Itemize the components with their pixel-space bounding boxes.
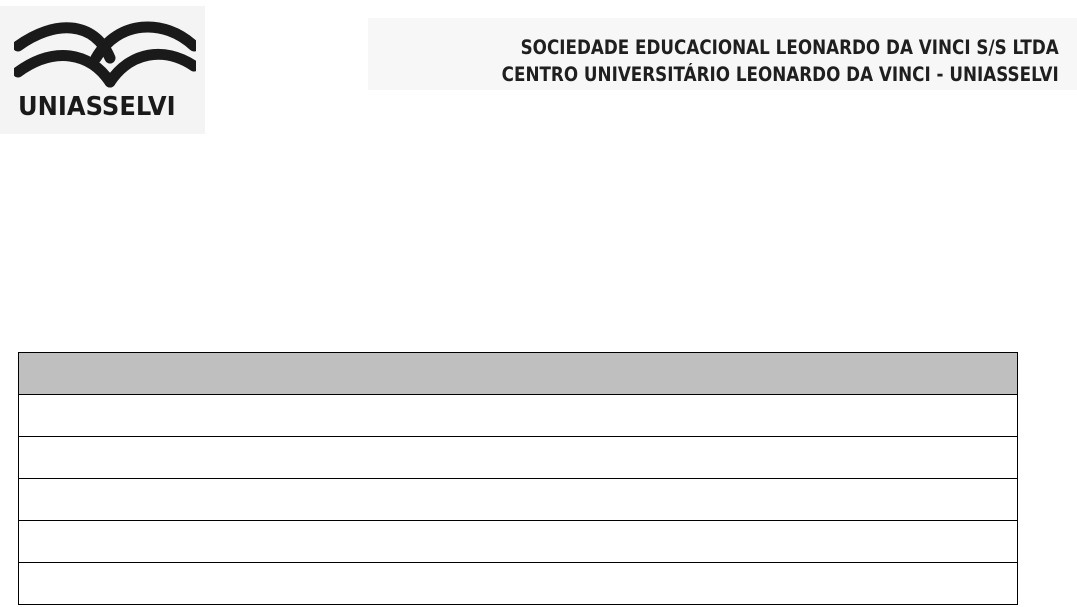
table-row xyxy=(19,521,1018,563)
table-row xyxy=(19,437,1018,479)
table-header-row xyxy=(19,353,1018,395)
uniasselvi-logo xyxy=(0,6,205,134)
logo-wordmark: UNIASSELVI xyxy=(18,92,176,122)
table-cell xyxy=(19,395,1018,437)
table-header-cell xyxy=(19,353,1018,395)
institution-header xyxy=(368,18,1077,90)
institution-subtitle-line: CENTRO UNIVERSITÁRIO LEONARDO DA VINCI - UNIASSELVI xyxy=(501,63,1059,86)
table-cell xyxy=(19,479,1018,521)
table-row xyxy=(19,563,1018,605)
book-wings-logo-icon xyxy=(14,16,196,98)
institution-name-line: SOCIEDADE EDUCACIONAL LEONARDO DA VINCI S/S LTDA xyxy=(520,36,1059,59)
table-cell xyxy=(19,437,1018,479)
table-cell xyxy=(19,521,1018,563)
form-table xyxy=(18,352,1018,605)
table-row xyxy=(19,479,1018,521)
table-cell xyxy=(19,563,1018,605)
table-row xyxy=(19,395,1018,437)
